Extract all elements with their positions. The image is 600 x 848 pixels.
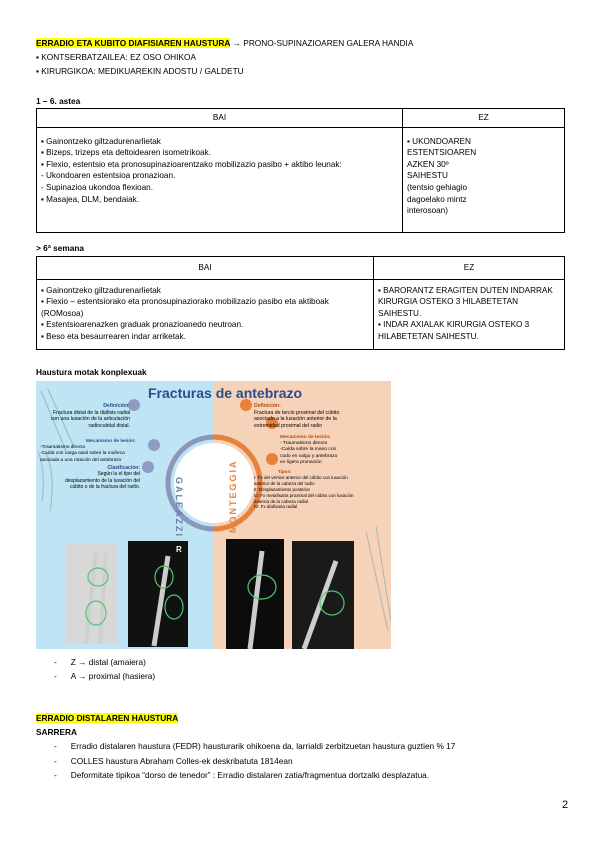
galeazzi-mechanism (40, 439, 148, 464)
figure-note: - A → proximal (hasiera) (54, 671, 156, 681)
week2-label: > 6ª semana (36, 243, 85, 253)
list-item-text: COLLES haustura Abraham Colles-ek deskribatuta 1814ean (70, 756, 293, 766)
block-heading: Clasificación: (107, 465, 140, 471)
galeazzi-classification (50, 465, 140, 491)
list-item: (tentsio gehiagio (407, 182, 468, 192)
monteggia-definition (254, 403, 386, 429)
block-text: Según la el tipo del (97, 471, 140, 478)
block-text: -Caída sobre la mano con (280, 447, 337, 453)
list-item: AZKEN 30º (407, 159, 449, 169)
list-item: - Ukondoaren estentsioa pronazioan. (41, 171, 176, 181)
monteggia-label: MONTEGGIA (228, 459, 238, 533)
figure-caption: Haustura motak konplexuak (36, 367, 147, 377)
week2-bai-cell (37, 279, 374, 349)
block-text: cúbito o de la fractura del radio. (69, 484, 140, 491)
block-text: I: Fx del vértice anterior del cúbito con luxación (254, 474, 348, 480)
block-heading: Tipos: (278, 469, 292, 474)
list-item: HILABETETAN SAIHESTU. (378, 331, 479, 341)
note-proximal: A → proximal (hasiera) (70, 671, 156, 681)
list-item: ▪ Masajea, DLM, bendaiak. (41, 194, 140, 204)
list-item: - Supinazioa ukondoa flexioan. (41, 182, 153, 192)
list-item: (ROMosoa) (41, 308, 84, 318)
week1-header-bai: BAI (37, 109, 403, 128)
week1-table (36, 108, 565, 233)
week2-ez-cell (374, 279, 565, 349)
list-item: ▪ Beso eta besaurrearen indar arriketak. (41, 331, 186, 341)
list-item: ESTENTSIOAREN (407, 148, 477, 158)
list-item: ▪ Bizeps, trizeps eta deltoidearen isometrikoak. (41, 148, 211, 158)
block-text: externa de la cabeza radial (254, 498, 309, 504)
list-item: - Deformitate tipikoa “dorso de tenedor” : Erradio distalaren zatia/fragmentua dortzalki desplazatua. (54, 770, 430, 780)
galeazzi-definition (46, 403, 130, 429)
list-item: dagoelako mintz (407, 194, 467, 204)
list-item: ▪ INDAR AXIALAK KIRURGIA OSTEKO 3 (378, 320, 530, 330)
block-text: en ligera pronación (280, 459, 322, 465)
list-item: ▪ Estentsioarenazken graduak pronazioanedo neutroan. (41, 320, 244, 330)
block-heading: Mecanismo de lesión: (86, 439, 136, 444)
block-heading: Definición: (103, 403, 130, 409)
week1-label: 1 – 6. astea (36, 96, 81, 106)
block-text: radiocubital distal. (88, 422, 130, 429)
week2-header-ez: EZ (374, 257, 565, 280)
block-text: Fractura distal de la diáfisis radial (53, 409, 130, 416)
section1-heading (36, 38, 413, 48)
monteggia-mechanism (280, 435, 386, 466)
figure-note: - Z → distal (amaiera) (54, 657, 146, 667)
list-item-text: Deformitate tipikoa “dorso de tenedor” : Erradio distalaren zatia/fragmentua dortzalki desplazatua. (70, 770, 430, 780)
list-item: - COLLES haustura Abraham Colles-ek deskribatuta 1814ean (54, 756, 293, 766)
week1-ez-cell (403, 127, 565, 232)
block-text: desplazamiento de la luxación del (64, 477, 140, 484)
infographic-title: Fracturas de antebrazo (148, 385, 303, 401)
list-item: KIRURGIA OSTEKO 3 HILABETETAN SAIHESTU. (378, 297, 518, 318)
week2-header-bai: BAI (37, 257, 374, 280)
section1-title-rest: → PRONO-SUPINAZIOAREN GALERA HANDIA (230, 38, 414, 48)
block-text: Fractura de tercio proximal del cúbito (254, 409, 340, 416)
block-text: - Traumatismo directo (280, 441, 328, 447)
week1-bai-cell (37, 127, 403, 232)
list-item: ▪ Gainontzeko giltzadurenarlietak (41, 285, 161, 295)
list-item-text: Erradio distalaren haustura (FEDR) hausturarik ohikoena da, larrialdi zerbitzuetan haustura guztien % 17 (70, 741, 456, 751)
block-text: codo en valgo y antebrazo (280, 453, 338, 459)
page-number: 2 (562, 799, 569, 811)
section1-bullet: ▪ KONTSERBATZAILEA: EZ OSO OHIKOA (36, 52, 196, 62)
block-heading: Mecanismo de lesión: (280, 435, 331, 440)
list-item: - Erradio distalaren haustura (FEDR) hausturarik ohikoena da, larrialdi zerbitzuetan haustura guztien % 17 (54, 741, 456, 751)
monteggia-types (254, 469, 390, 510)
block-text: anterior de la cabeza del radio (254, 480, 315, 486)
list-item: ▪ Flexio – estentsiorako eta pronosupinaziorako mobilizazio pasibo eta aktiboak (41, 297, 329, 307)
forearm-fractures-infographic (36, 381, 391, 649)
galeazzi-label: GALEAZZI (174, 477, 184, 538)
note-distal: Z → distal (amaiera) (70, 657, 146, 667)
block-text: asociado a la luxación anterior de la (254, 416, 337, 423)
week2-table (36, 256, 565, 350)
block-heading: Definición: (254, 403, 281, 409)
xray-side-marker: R (176, 545, 182, 554)
section2-subtitle: SARRERA (36, 727, 78, 737)
list-item: interosoan) (407, 206, 448, 216)
block-text: con una luxación de la articulación (50, 416, 130, 423)
block-text: extremidad proximal del radio (254, 422, 323, 429)
block-text: IV: Fx diafisaria radial (254, 504, 298, 510)
section1-bullet: ▪ KIRURGIKOA: MEDIKUAREKIN ADOSTU / GALDETU (36, 66, 244, 76)
section2-heading (36, 713, 178, 723)
list-item: ▪ Gainontzeko giltzadurenarlietak (41, 136, 161, 146)
block-text: III: Fx metafisaria proximal del cúbito con luxación (254, 492, 354, 498)
list-item: SAIHESTU (407, 171, 448, 181)
block-text: -Caída con carga axial sobre la muñeca (40, 451, 125, 457)
block-text: -Traumatismo directo (40, 445, 86, 451)
section1-title: ERRADIO ETA KUBITO DIAFISIAREN HAUSTURA (36, 38, 231, 48)
block-text: asociada a una rotación del antebrazo (40, 457, 122, 463)
list-item: ▪ UKONDOAREN (407, 136, 471, 146)
block-text: II: Desplazamiento posterior (254, 486, 311, 492)
section2-title: ERRADIO DISTALAREN HAUSTURA (36, 713, 179, 723)
week1-header-ez: EZ (403, 109, 565, 128)
list-item: ▪ Flexio, estentsio eta pronosupinazioarentzako mobilizazio pasibo + aktibo leunak: (41, 159, 342, 169)
list-item: ▪ BARORANTZ ERAGITEN DUTEN INDARRAK (378, 285, 553, 295)
